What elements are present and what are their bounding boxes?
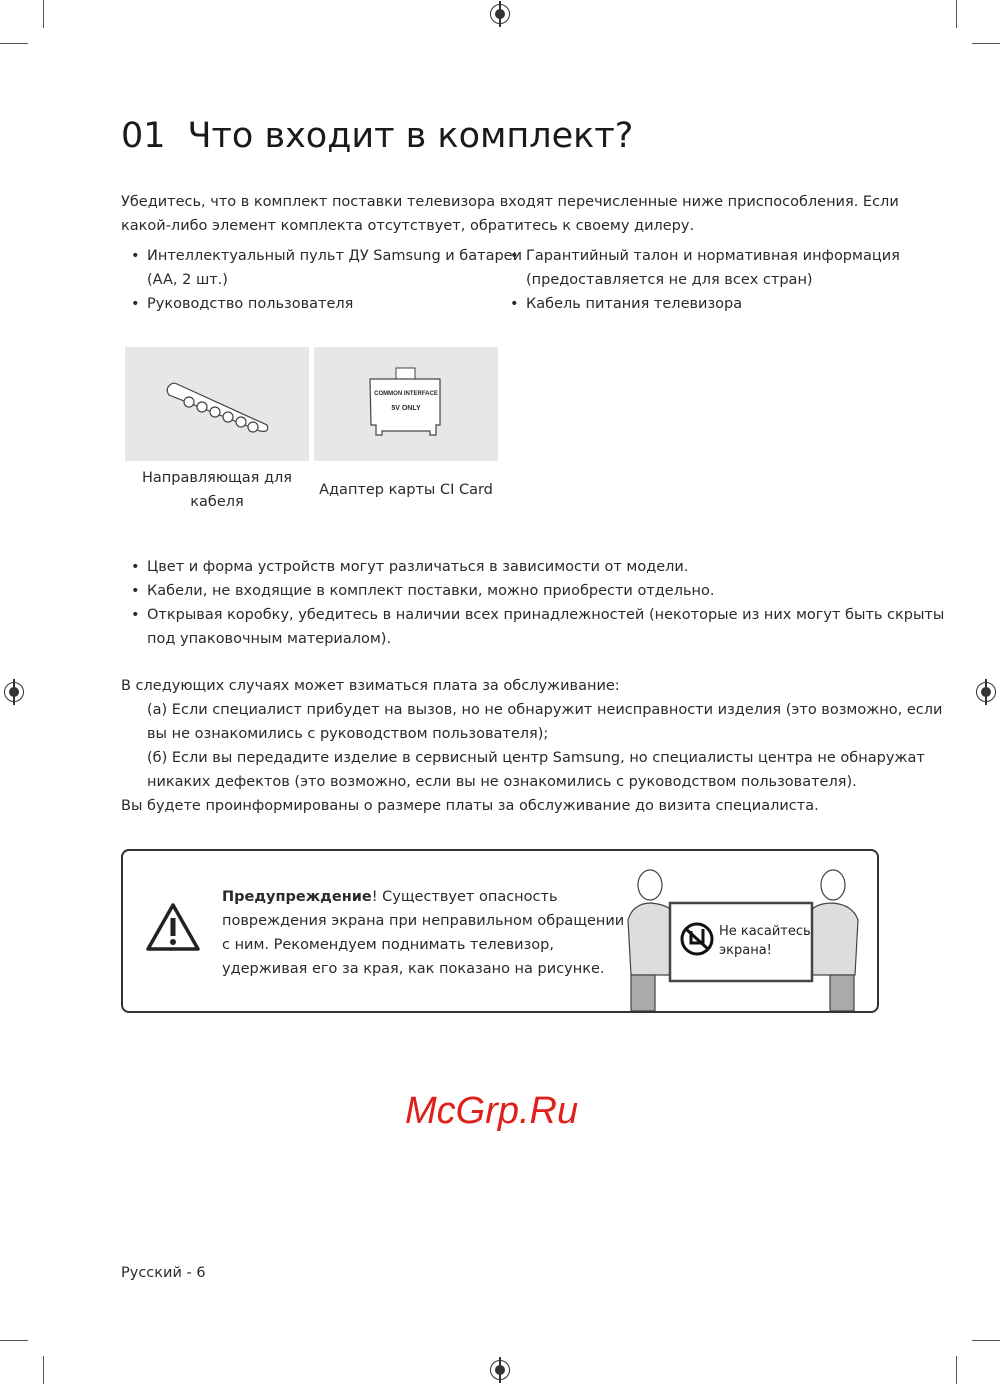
service-fee-section: В следующих случаях может взиматься плата за обслуживание: (а) Если специалист прибудет на вызов, но не обнаружит неисправности изделия (это возможно, если вы не ознакомились с руководством пользователя); (б) Если вы передадите изделие в сервисный центр Samsung, но специалисты центра не обнаружат никаких дефектов (это возможно, если вы не ознакомились с руководством пользователя). Вы будете проинформированы о размере платы за обслуживание до визита специалиста.	[121, 678, 943, 814]
crop-mark	[0, 43, 28, 44]
warning-text: Предупреждение! Существует опасность повреждения экрана при неправильном обращении с ним. Рекомендуем поднимать телевизор, удерживая его за края, как показано на рисунке.	[222, 889, 625, 977]
page-title	[121, 116, 633, 156]
ci-card-adapter-image	[314, 347, 498, 461]
crop-mark	[972, 1340, 1000, 1341]
crop-mark	[43, 0, 44, 28]
do-not-touch-sign: Не касайтесь экрана!	[719, 924, 811, 958]
cable-holder-icon	[125, 347, 309, 461]
list-item: • Кабель питания телевизора	[500, 292, 900, 316]
page-footer: Русский - 6	[121, 1265, 206, 1281]
crop-mark	[972, 43, 1000, 44]
intro-text	[121, 190, 899, 238]
notes-list	[121, 555, 944, 651]
figure-caption: Адаптер карты CI Card	[319, 482, 493, 498]
registration-mark-icon	[976, 682, 996, 702]
intro-line: Убедитесь, что в комплект поставки телевизора входят перечисленные ниже приспособления. Если	[121, 194, 899, 210]
ci-card-icon	[314, 347, 498, 461]
note-item: • Цвет и форма устройств могут различаться в зависимости от модели.	[121, 555, 944, 579]
registration-mark-icon	[4, 682, 24, 702]
intro-line: какой-либо элемент комплекта отсутствует, обратитесь к своему дилеру.	[121, 218, 695, 234]
note-item: • Кабели, не входящие в комплект поставки, можно приобрести отдельно.	[121, 579, 944, 603]
crop-mark	[43, 1356, 44, 1384]
registration-mark-icon	[490, 4, 510, 24]
figure-caption: Направляющая для кабеля	[142, 470, 292, 510]
list-item: • Руководство пользователя	[121, 292, 522, 316]
warning-triangle-icon	[145, 901, 201, 953]
cable-holder-image	[125, 347, 309, 461]
contents-list-right	[500, 244, 900, 316]
title-text: Что входит в комплект?	[187, 116, 634, 156]
list-item: • Гарантийный талон и нормативная информация (предоставляется не для всех стран)	[500, 244, 900, 292]
ci-label: 5V ONLY	[391, 405, 421, 412]
crop-mark	[0, 1340, 28, 1341]
chapter-number: 01	[121, 116, 166, 156]
note-item: • Открывая коробку, убедитесь в наличии всех принадлежностей (некоторые из них могут быть скрыты под упаковочным материалом).	[121, 603, 944, 651]
registration-mark-icon	[490, 1360, 510, 1380]
watermark: McGrp.Ru	[405, 1090, 579, 1132]
list-item: • Интеллектуальный пульт ДУ Samsung и батареи (AA, 2 шт.)	[121, 244, 522, 292]
warning-box	[121, 849, 879, 1013]
contents-list-left	[121, 244, 522, 316]
crop-mark	[956, 1356, 957, 1384]
crop-mark	[956, 0, 957, 28]
ci-label: COMMON INTERFACE	[374, 391, 438, 397]
